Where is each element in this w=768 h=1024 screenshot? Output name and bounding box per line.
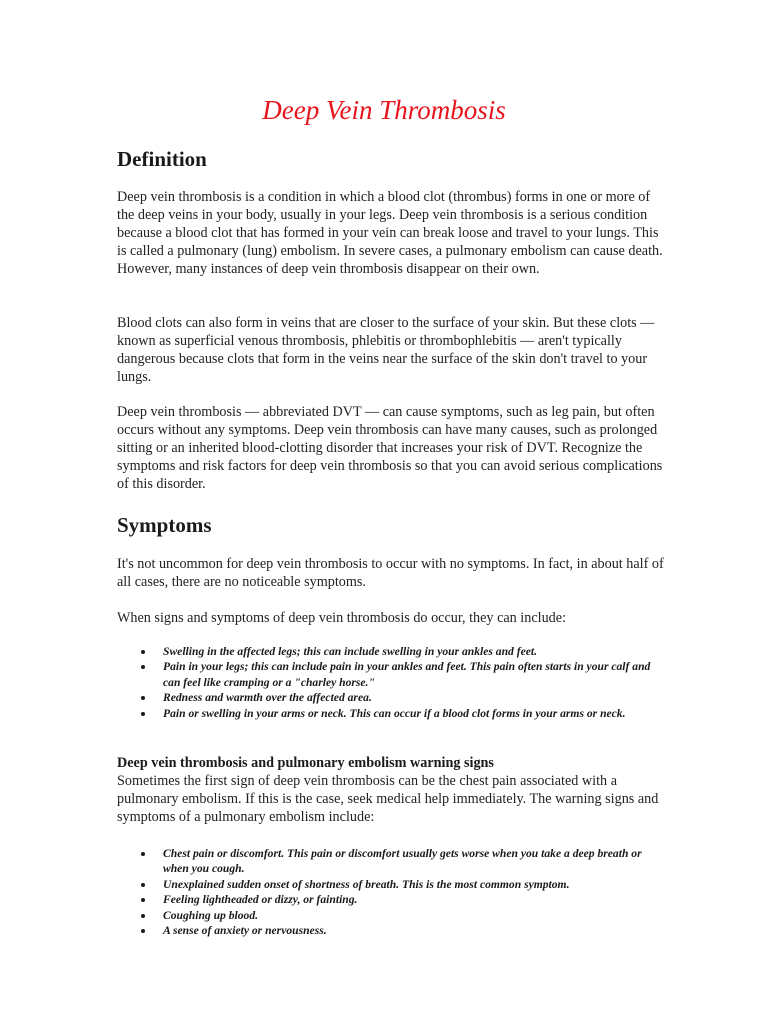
definition-paragraph-3: Deep vein thrombosis — abbreviated DVT — can cause symptoms, such as leg pain, but often occurs without any symptoms. Deep vein thrombosis can have many causes, such as prolonged sitting or an inherited blood-clotting disorder that increases your risk of DVT. Recognize the symptoms and risk factors for deep vein thrombosis so that you can avoid serious complications of this disorder. — [117, 404, 663, 492]
bullet-icon — [141, 914, 145, 918]
bullet-icon — [141, 883, 145, 887]
bullet-icon — [141, 712, 145, 716]
warning-signs-bullet-list — [117, 846, 665, 938]
bullet-icon — [141, 929, 145, 933]
list-item — [117, 892, 665, 907]
document-title: Deep Vein Thrombosis — [262, 95, 506, 125]
symptoms-heading: Symptoms — [117, 513, 212, 537]
warning-signs-paragraph: Sometimes the first sign of deep vein thrombosis can be the chest pain associated with a pulmonary embolism. If this is the case, seek medical help immediately. The warning signs and symptoms of a pulmonary embolism include: — [117, 773, 659, 825]
bullet-icon — [141, 665, 145, 669]
symptoms-bullet-list — [117, 644, 665, 721]
symptoms-paragraph-2: When signs and symptoms of deep vein thrombosis do occur, they can include: — [117, 610, 567, 626]
list-item-text: Redness and warmth over the affected area. — [163, 691, 372, 705]
definition-paragraph-2: Blood clots can also form in veins that are closer to the surface of your skin. But these clots — known as superficial venous thrombosis, phlebitis or thrombophlebitis — aren't typically dangerous because clots that form in the veins near the surface of the skin don't travel to your lungs. — [117, 315, 655, 385]
list-item — [117, 908, 665, 923]
list-item — [117, 706, 665, 721]
list-item-text: Chest pain or discomfort. This pain or discomfort usually gets worse when you take a deep breath or when you cough. — [163, 847, 642, 876]
list-item — [117, 690, 665, 705]
definition-paragraph-1: Deep vein thrombosis is a condition in which a blood clot (thrombus) forms in one or more of the deep veins in your body, usually in your legs. Deep vein thrombosis is a serious condition because a blood clot that has formed in your vein can break loose and travel to your lungs. This is called a pulmonary (lung) embolism. In severe cases, a pulmonary embolism can cause death. However, many instances of deep vein thrombosis disappear on their own. — [117, 189, 663, 277]
list-item-text: Pain in your legs; this can include pain in your ankles and feet. This pain often starts in your calf and can feel like cramping or a "charley horse." — [163, 660, 651, 689]
list-item-text: Pain or swelling in your arms or neck. This can occur if a blood clot forms in your arms or neck. — [163, 706, 626, 720]
list-item-text: Coughing up blood. — [163, 908, 259, 922]
warning-signs-heading: Deep vein thrombosis and pulmonary embolism warning signs — [117, 755, 494, 771]
bullet-icon — [141, 852, 145, 856]
list-item-text: Unexplained sudden onset of shortness of breath. This is the most common symptom. — [163, 877, 570, 891]
list-item — [117, 659, 665, 690]
list-item — [117, 644, 665, 659]
list-item-text: Feeling lightheaded or dizzy, or fainting. — [163, 893, 358, 907]
list-item-text: Swelling in the affected legs; this can include swelling in your ankles and feet. — [163, 645, 538, 658]
symptoms-paragraph-1: It's not uncommon for deep vein thrombosis to occur with no symptoms. In fact, in about half of all cases, there are no noticeable symptoms. — [117, 556, 664, 590]
list-item — [117, 877, 665, 892]
list-item — [117, 846, 665, 877]
list-item-text: A sense of anxiety or nervousness. — [163, 924, 327, 938]
bullet-icon — [141, 696, 145, 700]
definition-heading: Definition — [117, 147, 207, 171]
bullet-icon — [141, 898, 145, 902]
bullet-icon — [141, 650, 145, 654]
list-item — [117, 923, 665, 938]
